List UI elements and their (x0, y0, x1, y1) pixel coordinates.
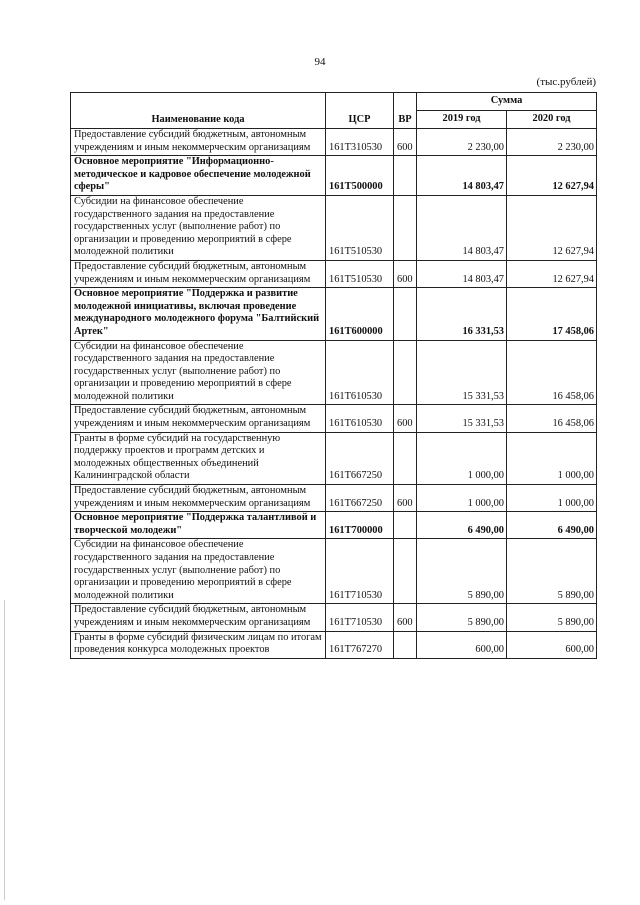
row-amount-2019: 1 000,00 (417, 485, 507, 512)
row-vr (394, 539, 417, 604)
header-year-2019: 2019 год (417, 111, 507, 129)
row-csr: 161Т667250 (326, 485, 394, 512)
row-name: Субсидии на финансовое обеспечение государственного задания на предоставление государственных услуг (выполнение работ) по организации и проведению мероприятий в сфере молодежной политики (71, 539, 326, 604)
row-csr: 161Т510530 (326, 195, 394, 260)
table-row (71, 260, 597, 287)
row-name: Основное мероприятие "Поддержка талантливой и творческой молодежи" (71, 512, 326, 539)
row-vr (394, 432, 417, 484)
header-year-2020: 2020 год (507, 111, 597, 129)
header-sum: Сумма (417, 93, 597, 111)
row-csr: 161Т310530 (326, 129, 394, 156)
row-name: Гранты в форме субсидий на государственную поддержку проектов и программ детских и молодежных общественных объединений Калининградской области (71, 432, 326, 484)
table-row (71, 129, 597, 156)
row-name: Предоставление субсидий бюджетным, автономным учреждениям и иным некоммерческим организациям (71, 129, 326, 156)
row-vr (394, 512, 417, 539)
table-row (71, 631, 597, 658)
row-name: Предоставление субсидий бюджетным, автономным учреждениям и иным некоммерческим организациям (71, 260, 326, 287)
row-csr: 161Т510530 (326, 260, 394, 287)
row-csr: 161Т600000 (326, 288, 394, 340)
row-amount-2020: 5 890,00 (507, 604, 597, 631)
row-name: Субсидии на финансовое обеспечение государственного задания на предоставление государственных услуг (выполнение работ) по организации и проведению мероприятий в сфере молодежной политики (71, 195, 326, 260)
row-amount-2019: 2 230,00 (417, 129, 507, 156)
header-vr: ВР (394, 93, 417, 129)
row-csr: 161Т710530 (326, 604, 394, 631)
row-vr (394, 195, 417, 260)
row-amount-2020: 16 458,06 (507, 405, 597, 432)
row-amount-2019: 14 803,47 (417, 195, 507, 260)
row-name: Гранты в форме субсидий физическим лицам по итогам проведения конкурса молодежных проектов (71, 631, 326, 658)
row-amount-2019: 15 331,53 (417, 405, 507, 432)
row-csr: 161Т667250 (326, 432, 394, 484)
row-amount-2019: 14 803,47 (417, 260, 507, 287)
row-amount-2020: 600,00 (507, 631, 597, 658)
row-csr: 161Т710530 (326, 539, 394, 604)
row-amount-2020: 12 627,94 (507, 195, 597, 260)
header-csr: ЦСР (326, 93, 394, 129)
row-csr: 161Т610530 (326, 340, 394, 405)
row-vr (394, 288, 417, 340)
row-vr: 600 (394, 405, 417, 432)
row-name: Субсидии на финансовое обеспечение государственного задания на предоставление государственных услуг (выполнение работ) по организации и проведению мероприятий в сфере молодежной политики (71, 340, 326, 405)
table-row (71, 288, 597, 340)
row-name: Основное мероприятие "Информационно-методическое и кадровое обеспечение молодежной сферы" (71, 156, 326, 196)
table-row (71, 512, 597, 539)
row-amount-2019: 1 000,00 (417, 432, 507, 484)
table-row (71, 432, 597, 484)
table-body (71, 129, 597, 659)
row-name: Основное мероприятие "Поддержка и развитие молодежной инициативы, включая проведение международного молодежного форума "Балтийский Артек" (71, 288, 326, 340)
row-vr: 600 (394, 260, 417, 287)
row-vr (394, 631, 417, 658)
row-vr: 600 (394, 485, 417, 512)
row-csr: 161Т767270 (326, 631, 394, 658)
row-amount-2019: 5 890,00 (417, 604, 507, 631)
table-row (71, 485, 597, 512)
budget-table (70, 92, 597, 659)
row-name: Предоставление субсидий бюджетным, автономным учреждениям и иным некоммерческим организациям (71, 604, 326, 631)
units-label: (тыс.рублей) (536, 76, 596, 88)
row-amount-2019: 15 331,53 (417, 340, 507, 405)
row-amount-2020: 6 490,00 (507, 512, 597, 539)
scan-margin-line (4, 600, 5, 900)
row-amount-2020: 12 627,94 (507, 156, 597, 196)
row-vr (394, 156, 417, 196)
table-row (71, 156, 597, 196)
row-name: Предоставление субсидий бюджетным, автономным учреждениям и иным некоммерческим организациям (71, 405, 326, 432)
row-amount-2020: 1 000,00 (507, 432, 597, 484)
header-name: Наименование кода (71, 93, 326, 129)
table-row (71, 405, 597, 432)
table-row (71, 195, 597, 260)
row-csr: 161Т700000 (326, 512, 394, 539)
row-amount-2020: 1 000,00 (507, 485, 597, 512)
row-csr: 161Т500000 (326, 156, 394, 196)
row-name: Предоставление субсидий бюджетным, автономным учреждениям и иным некоммерческим организациям (71, 485, 326, 512)
row-amount-2020: 17 458,06 (507, 288, 597, 340)
table-row (71, 604, 597, 631)
row-amount-2020: 12 627,94 (507, 260, 597, 287)
row-amount-2019: 6 490,00 (417, 512, 507, 539)
row-vr: 600 (394, 129, 417, 156)
page-number: 94 (314, 56, 326, 68)
row-amount-2019: 600,00 (417, 631, 507, 658)
row-csr: 161Т610530 (326, 405, 394, 432)
row-amount-2019: 16 331,53 (417, 288, 507, 340)
row-amount-2020: 16 458,06 (507, 340, 597, 405)
table-row (71, 539, 597, 604)
row-amount-2020: 2 230,00 (507, 129, 597, 156)
row-amount-2020: 5 890,00 (507, 539, 597, 604)
row-vr (394, 340, 417, 405)
row-vr: 600 (394, 604, 417, 631)
row-amount-2019: 14 803,47 (417, 156, 507, 196)
table-row (71, 340, 597, 405)
row-amount-2019: 5 890,00 (417, 539, 507, 604)
